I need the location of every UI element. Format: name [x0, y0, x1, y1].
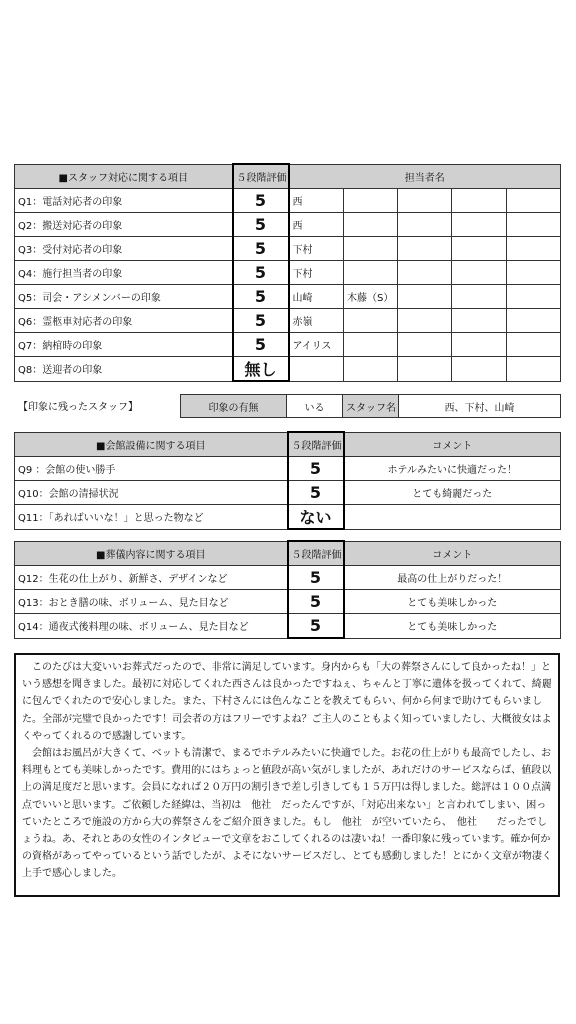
comment-value: ホテルみたいに快適だった！ — [344, 457, 561, 481]
table-row — [15, 614, 561, 639]
comment-paragraph-1: このたびは大変いいお葬式だったので、非常に満足しています。身内からも「大の葬祭さんにして良かったね！」という感想を聞きました。最初に対応してくれた西さんは良かったですねぇ、ちゃんと丁寧に遺体を扱ってくれて、綺麗に包んでくれたので安心しました。また、下村さんには色んなことを教えてもらい、何から何まで助けてもらいました。全部が完璧で良かったです！司会者の方はフリーですよね？ご主人のこともよく知っていましたし、大概彼女はよくやってくれるので感謝しています。 — [22, 662, 552, 742]
staff-name — [344, 189, 398, 213]
table-row — [15, 481, 561, 505]
question-label: Q10：会館の清掃状況 — [15, 481, 288, 505]
score-value: 無し — [233, 357, 289, 382]
question-label: Q14：通夜式後料理の味、ボリューム、見た目など — [15, 614, 288, 639]
facility-evaluation-table — [14, 431, 561, 530]
question-label: Q4：施行担当者の印象 — [15, 261, 233, 285]
staff-name: 木藤（S） — [344, 285, 398, 309]
score-value: 5 — [233, 189, 289, 213]
question-label: Q1：電話対応者の印象 — [15, 189, 233, 213]
score-value: 5 — [233, 285, 289, 309]
comment-paragraph-2: 会館はお風呂が大きくて、ベットも清潔で、まるでホテルみたいに快適でした。お花の仕上がりも最高でしたし、お料理もとても美味しかったです。費用的にはちょっと値段が高い気がしましたが、あれだけのサービスならば、値段以上の満足度だと思います。会員になれば２０万円の割引きで差し引きしても１５万円は得しました。総評は１００点満点でいいと思います。ご依頼した経緯は、当初は 他社 だったんですが、「対応出来ない」と言われてしまい、困っていたところで施設の方から大の葬祭さんをご紹介頂きました。もし 他社 が空いていたら、 他社 だったでしょうね。あ、それとあの女性のインタビューで文章をおこしてくれるのは凄いね！一番印象に残っています。確か何かの資格があってやっているという話でしたが、よそにないサービスだし、とても感動しました！とにかく文章が物凄く上手で感心しました。 — [22, 748, 552, 880]
staff-header-staff: 担当者名 — [289, 164, 561, 189]
table-row — [15, 457, 561, 481]
question-label: Q3：受付対応者の印象 — [15, 237, 233, 261]
funeral-header-score: ５段階評価 — [288, 541, 344, 566]
score-value: 5 — [288, 566, 344, 590]
staff-name — [344, 261, 398, 285]
impression-has-label: 印象の有無 — [181, 395, 287, 418]
staff-name: 山崎 — [289, 285, 344, 309]
table-row — [15, 237, 561, 261]
comment-value: とても綺麗だった — [344, 481, 561, 505]
staff-name — [289, 357, 344, 382]
question-label: Q5：司会・アシメンバーの印象 — [15, 285, 233, 309]
staff-header-score: ５段階評価 — [233, 164, 289, 189]
staff-name — [344, 309, 398, 333]
staff-name: 赤嶺 — [289, 309, 344, 333]
question-label: Q6：霊柩車対応者の印象 — [15, 309, 233, 333]
score-value: 5 — [233, 237, 289, 261]
impression-staff-value: 西、下村、山崎 — [399, 395, 561, 418]
free-comment-box — [14, 653, 560, 897]
staff-name — [344, 237, 398, 261]
question-label: Q12：生花の仕上がり、新鮮さ、デザインなど — [15, 566, 288, 590]
score-value: 5 — [233, 213, 289, 237]
facility-header-item: ■会館設備に関する項目 — [15, 432, 288, 457]
table-row — [15, 261, 561, 285]
question-label: Q7：納棺時の印象 — [15, 333, 233, 357]
impression-has-value: いる — [287, 395, 343, 418]
comment-value: とても美味しかった — [344, 590, 561, 614]
facility-header-comment: コメント — [344, 432, 561, 457]
impression-label: 【印象に残ったスタッフ】 — [18, 402, 138, 413]
staff-name — [344, 357, 398, 382]
funeral-evaluation-table — [14, 540, 561, 639]
table-row — [15, 357, 561, 382]
staff-evaluation-table — [14, 163, 561, 382]
funeral-header-comment: コメント — [344, 541, 561, 566]
table-row — [15, 590, 561, 614]
table-row — [15, 309, 561, 333]
impression-table — [180, 394, 561, 418]
funeral-header-item: ■葬儀内容に関する項目 — [15, 541, 288, 566]
staff-name: 下村 — [289, 237, 344, 261]
staff-name: 下村 — [289, 261, 344, 285]
question-label: Q9 ：会館の使い勝手 — [15, 457, 288, 481]
question-label: Q11：「あればいいな！」と思った物など — [15, 505, 288, 530]
staff-name: 西 — [289, 213, 344, 237]
staff-name: アイリス — [289, 333, 344, 357]
score-value: 5 — [288, 590, 344, 614]
table-row — [15, 189, 561, 213]
comment-value — [344, 505, 561, 530]
staff-name — [344, 333, 398, 357]
staff-header-item: ■スタッフ対応に関する項目 — [15, 164, 233, 189]
table-row — [15, 213, 561, 237]
score-value: ない — [288, 505, 344, 530]
score-value: 5 — [233, 333, 289, 357]
score-value: 5 — [233, 309, 289, 333]
staff-name — [344, 213, 398, 237]
score-value: 5 — [288, 457, 344, 481]
staff-name: 西 — [289, 189, 344, 213]
impression-staff-label: スタッフ名 — [343, 395, 399, 418]
question-label: Q2：搬送対応者の印象 — [15, 213, 233, 237]
table-row — [15, 285, 561, 309]
question-label: Q8：送迎者の印象 — [15, 357, 233, 382]
table-row — [15, 505, 561, 530]
table-row — [15, 333, 561, 357]
question-label: Q13：おとき膳の味、ボリューム、見た目など — [15, 590, 288, 614]
score-value: 5 — [233, 261, 289, 285]
score-value: 5 — [288, 481, 344, 505]
facility-header-score: ５段階評価 — [288, 432, 344, 457]
score-value: 5 — [288, 614, 344, 639]
table-row — [15, 566, 561, 590]
comment-value: 最高の仕上がりだった！ — [344, 566, 561, 590]
comment-value: とても美味しかった — [344, 614, 561, 639]
